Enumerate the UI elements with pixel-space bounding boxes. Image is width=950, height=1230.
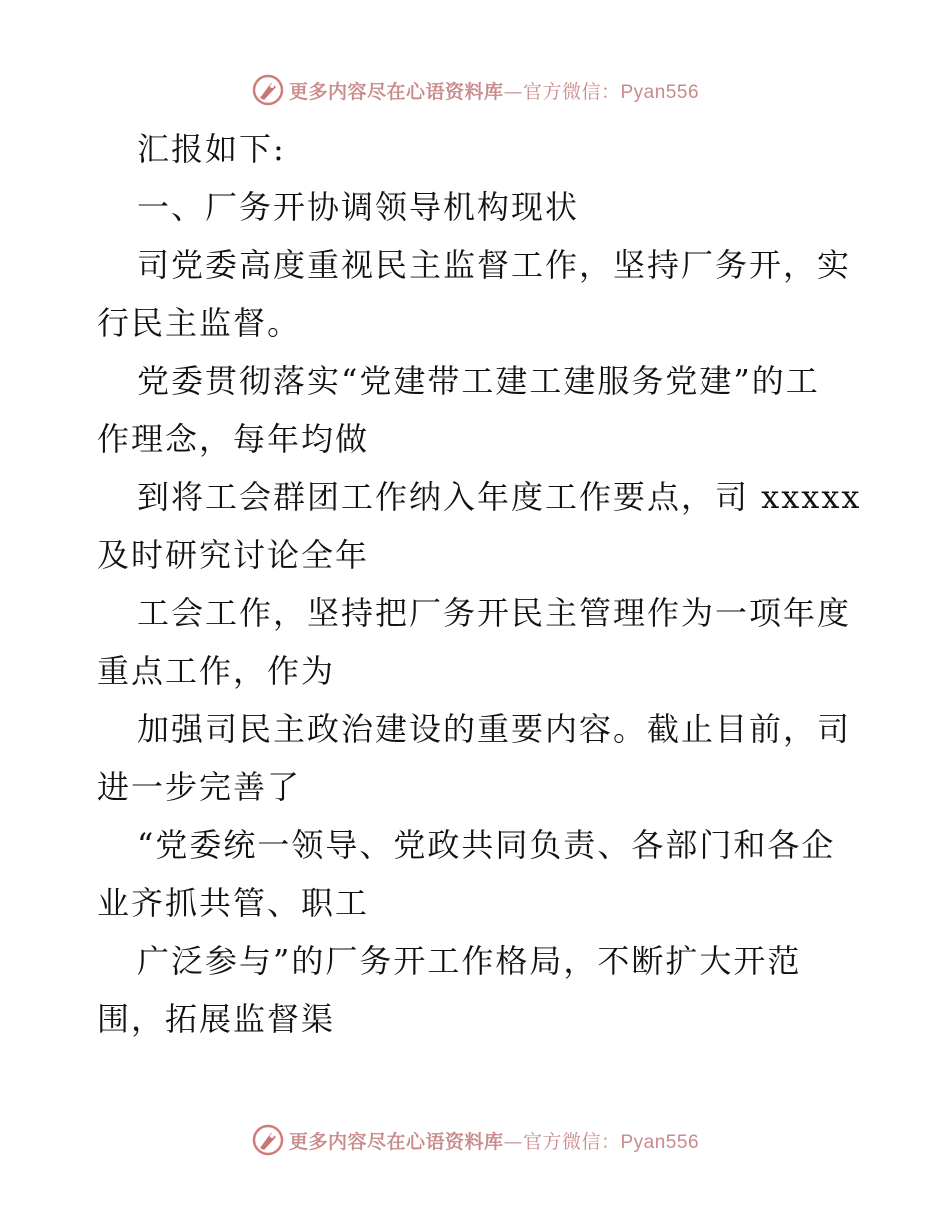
watermark-brand: 更多内容尽在心语资料库	[288, 1130, 504, 1153]
watermark-text	[289, 1127, 699, 1154]
document-body	[97, 120, 862, 1048]
paragraph-line: 作理念，每年均做	[97, 420, 370, 458]
header-watermark	[0, 70, 950, 110]
paragraph-line: 一、厂务开协调领导机构现状	[137, 188, 580, 226]
paragraph-line: 重点工作，作为	[97, 652, 336, 690]
watermark-text	[289, 77, 699, 104]
watermark-brand: 更多内容尽在心语资料库	[288, 80, 504, 103]
paragraph-line: 围，拓展监督渠	[97, 1000, 336, 1038]
pen-nib-logo-icon	[251, 73, 285, 107]
watermark-label: 官方微信：	[522, 80, 621, 103]
paragraph-line: 广泛参与”的厂务开工作格局，不断扩大开范	[137, 942, 802, 980]
paragraph-line: 到将工会群团工作纳入年度工作要点，司 xxxxx	[137, 478, 862, 516]
paragraph-line: 及时研究讨论全年	[97, 536, 370, 574]
watermark-wechat-id: Pyan556	[620, 81, 700, 103]
paragraph-line: 司党委高度重视民主监督工作，坚持厂务开，实	[137, 246, 852, 284]
paragraph-line: 加强司民主政治建设的重要内容。截止目前，司	[137, 710, 852, 748]
pen-nib-logo-icon	[251, 1123, 285, 1157]
watermark-wechat-id: Pyan556	[620, 1131, 700, 1153]
paragraph-line: 工会工作，坚持把厂务开民主管理作为一项年度	[137, 594, 852, 632]
paragraph-line: 行民主监督。	[97, 304, 302, 342]
footer-watermark	[0, 1120, 950, 1160]
paragraph-line: “党委统一领导、党政共同负责、各部门和各企	[137, 826, 836, 864]
watermark-separator: —	[503, 1130, 523, 1153]
watermark-separator: —	[503, 80, 523, 103]
paragraph-line: 党委贯彻落实“党建带工建工建服务党建”的工	[137, 362, 820, 400]
paragraph-line: 进一步完善了	[97, 768, 302, 806]
paragraph-line: 业齐抓共管、职工	[97, 884, 370, 922]
watermark-label: 官方微信：	[522, 1130, 621, 1153]
paragraph-line: 汇报如下:	[137, 130, 286, 168]
